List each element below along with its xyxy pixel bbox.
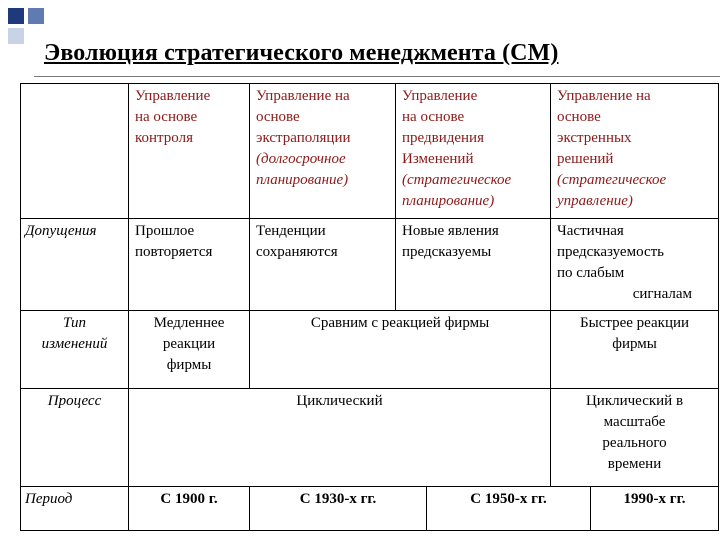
evolution-table [20,83,719,531]
process-label: Процесс [21,389,129,487]
period-row [21,487,719,531]
assumptions-label: Допущения [21,219,129,311]
change-type-control: Медленнее реакции фирмы [129,311,250,389]
assumptions-foresight: Новые явления предсказуемы [396,219,551,311]
corner-square-blue [28,8,44,24]
process-emergency: Циклический в масштабе реального времени [551,389,719,487]
header-row [21,84,719,219]
period-1950: С 1950-х гг. [427,487,591,531]
change-type-middle: Сравним с реакцией фирмы [250,311,551,389]
assumptions-row [21,219,719,311]
header-emergency: Управление на основе экстренных решений (стратегическое управление) [551,84,719,219]
assumptions-control: Прошлое повторяется [129,219,250,311]
header-foresight: Управление на основе предвидения Изменений (стратегическое планирование) [396,84,551,219]
assumptions-emergency: Частичная предсказуемость по слабым сигналам [551,219,719,311]
process-middle: Циклический [129,389,551,487]
slide-title: Эволюция стратегического менеджмента (СМ) [44,40,559,66]
corner-square-dark [8,8,24,24]
title-divider [34,76,720,77]
change-type-label: Тип изменений [21,311,129,389]
corner-cell [21,84,129,219]
assumptions-extrapolation: Тенденции сохраняются [250,219,396,311]
corner-square-light [8,28,24,44]
period-1990: 1990-х гг. [591,487,719,531]
header-control: Управление на основе контроля [129,84,250,219]
period-1900: С 1900 г. [129,487,250,531]
period-1930: С 1930-х гг. [250,487,427,531]
change-type-row [21,311,719,389]
change-type-emergency: Быстрее реакции фирмы [551,311,719,389]
process-row [21,389,719,487]
period-label: Период [21,487,129,531]
header-extrapolation: Управление на основе экстраполяции (долгосрочное планирование) [250,84,396,219]
